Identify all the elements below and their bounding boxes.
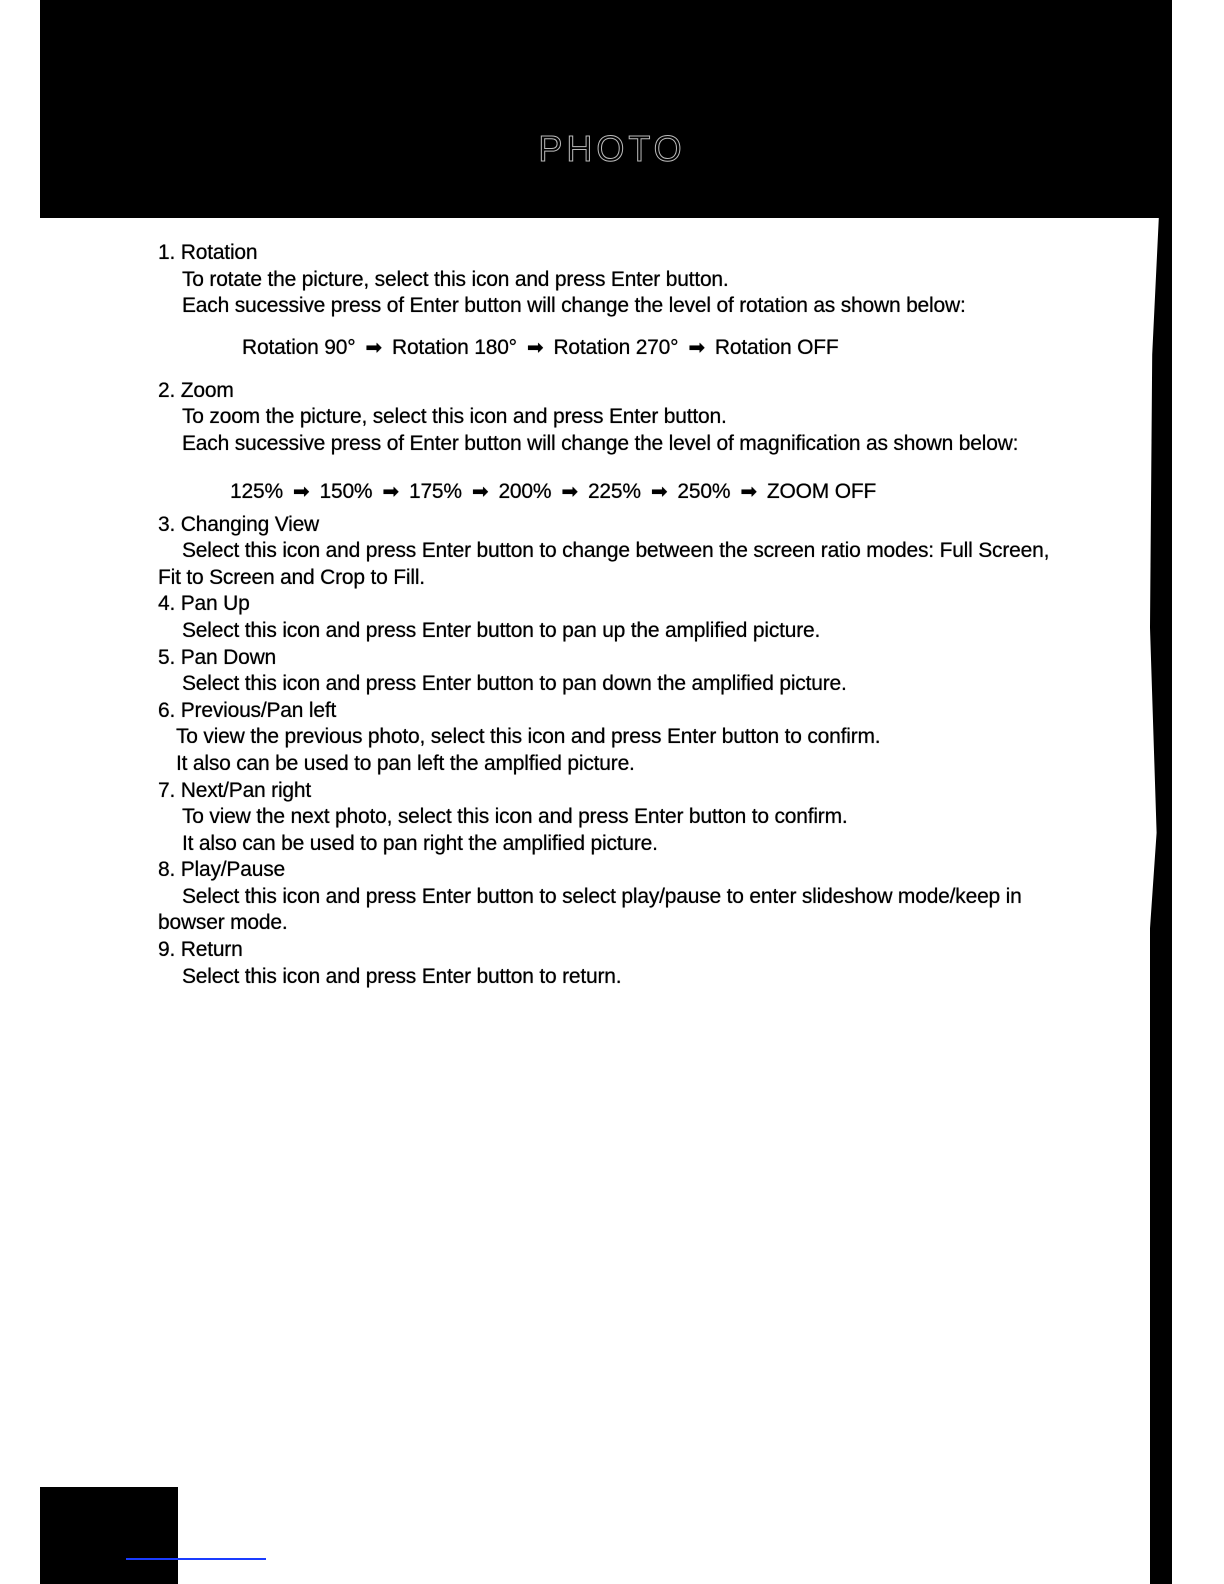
right-arrow-icon: ➡ [740,480,757,503]
item-title-next-pan-right: 7. Next/Pan right [158,778,312,802]
item-text: Select this icon and press Enter button to select play/pause to enter slideshow mode/keep in [182,884,1022,908]
item-text: Select this icon and press Enter button to change between the screen ratio modes: Full Screen, [182,539,1050,563]
zoom-sequence [158,458,1118,512]
rotation-sequence [158,320,1118,364]
rotation-step: Rotation 180° [391,336,517,360]
zoom-step: 200% [498,479,552,503]
zoom-step: 150% [319,479,373,503]
right-arrow-icon: ➡ [292,480,310,503]
right-arrow-icon: ➡ [650,480,668,503]
zoom-step: 175% [408,479,462,503]
footer-line [126,1558,266,1560]
scan-dark-band [40,0,1172,218]
right-arrow-icon: ➡ [365,337,382,360]
item-text-continuation: Fit to Screen and Crop to Fill. [158,565,425,589]
item-title-return: 9. Return [158,938,243,962]
item-title-zoom: 2. Zoom [158,378,234,402]
manual-content [158,240,1118,990]
item-text: To zoom the picture, select this icon and press Enter button. [182,405,727,429]
item-text: Each sucessive press of Enter button will change the level of magnification as shown below: [182,431,1019,455]
right-arrow-icon: ➡ [471,480,489,503]
item-text: To rotate the picture, select this icon and press Enter button. [182,267,729,291]
zoom-step: 250% [677,479,731,503]
zoom-step: 225% [587,479,641,503]
item-text: It also can be used to pan left the amplfied picture. [176,751,635,775]
zoom-step: 125% [230,479,283,503]
item-title-pan-up: 4. Pan Up [158,592,250,616]
right-arrow-icon: ➡ [526,337,544,360]
item-text: Select this icon and press Enter button to pan up the amplified picture. [182,618,821,642]
item-text-continuation: bowser mode. [158,911,288,935]
item-title-rotation: 1. Rotation [158,241,258,264]
page-title: PHOTO [538,128,686,169]
item-title-play-pause: 8. Play/Pause [158,858,285,882]
item-title-pan-down: 5. Pan Down [158,645,277,669]
scan-corner-block [40,1487,178,1584]
item-text: Each sucessive press of Enter button will change the level of rotation as shown below: [182,294,966,318]
right-arrow-icon: ➡ [688,337,705,360]
item-text: It also can be used to pan right the amplified picture. [182,831,658,855]
item-text: To view the previous photo, select this icon and press Enter button to confirm. [176,725,881,749]
item-text: Select this icon and press Enter button to pan down the amplified picture. [182,672,847,696]
rotation-step: Rotation 270° [553,336,679,360]
item-text: To view the next photo, select this icon and press Enter button to confirm. [182,805,848,829]
rotation-step: Rotation 90° [242,336,356,360]
item-title-previous-pan-left: 6. Previous/Pan left [158,698,337,722]
item-text: Select this icon and press Enter button to return. [182,964,622,988]
rotation-step: Rotation OFF [714,336,839,360]
zoom-step: ZOOM OFF [766,479,877,503]
scan-right-edge [1150,218,1172,1584]
right-arrow-icon: ➡ [561,480,578,503]
item-title-changing-view: 3. Changing View [158,512,320,536]
right-arrow-icon: ➡ [382,480,399,503]
